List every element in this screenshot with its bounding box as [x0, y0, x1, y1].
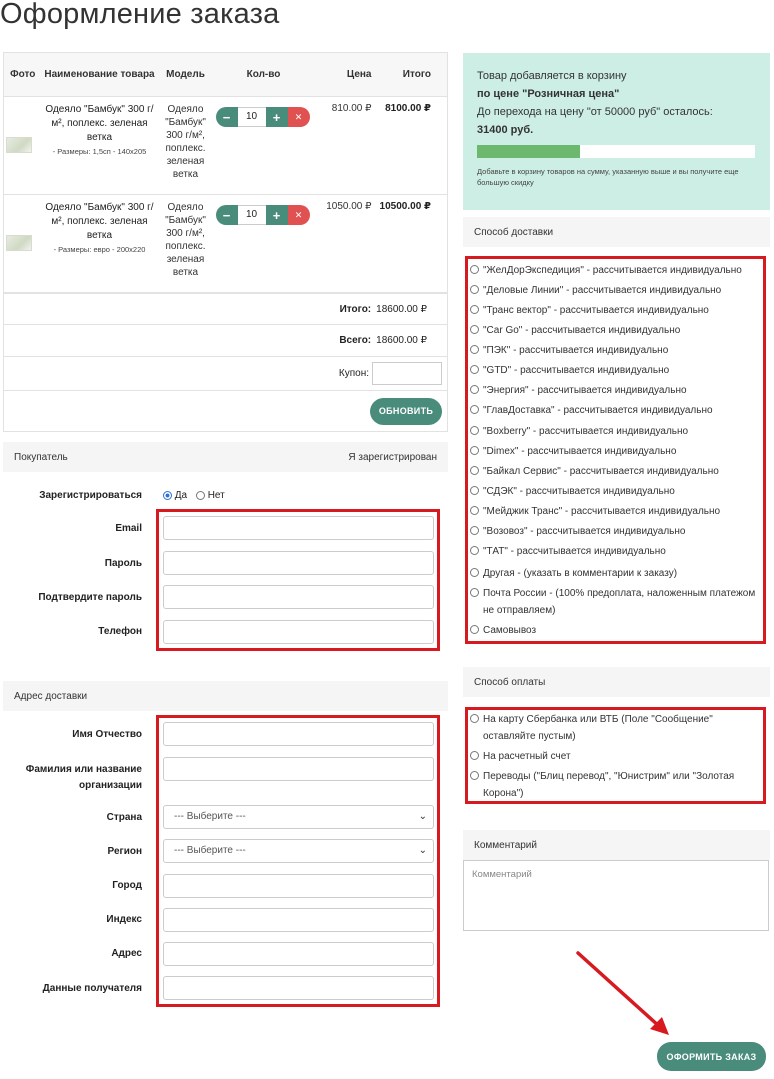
qty-plus-button[interactable]: +	[266, 107, 288, 127]
delivery-option-label: "Байкал Сервис" - рассчитывается индивидуально	[483, 466, 719, 477]
delivery-option-label: "ЖелДорЭкспедиция" - рассчитывается индивидуально	[483, 265, 742, 276]
delivery-title: Способ доставки	[474, 226, 554, 238]
promo-line-2: по цене "Розничная цена"	[477, 88, 620, 100]
delivery-option-label: "ПЭК" - рассчитывается индивидуально	[483, 345, 669, 356]
grand-total-label: Всего:	[339, 335, 372, 346]
page-title: Оформление заказа	[0, 0, 280, 30]
highlight-box	[465, 256, 766, 644]
price-tier-info	[463, 53, 770, 210]
red-arrow-annotation	[570, 945, 680, 1045]
product-model: Одеяло "Бамбук" 300 г/м², поплекс. зеленая ветка	[158, 97, 214, 195]
register-no-label: Нет	[207, 490, 225, 501]
grand-total-value: 18600.00 ₽	[376, 335, 427, 346]
delivery-option-label: Почта России - (100% предоплата, наложенным платежом не отправляем)	[483, 588, 756, 616]
register-radio-group	[163, 488, 225, 504]
highlight-box	[156, 509, 440, 651]
item-total: 8100.00 ₽	[378, 97, 448, 195]
buyer-title: Покупатель	[14, 451, 68, 463]
promo-line-1: Товар добавляется в корзину	[477, 70, 627, 82]
delivery-option-label: "СДЭК" - рассчитывается индивидуально	[483, 486, 675, 497]
confirm-password-label: Подтвердите пароль	[38, 592, 142, 603]
payment-option-label: На расчетный счет	[483, 751, 571, 762]
payment-option-label: Переводы ("Блиц перевод", "Юнистрим" или "Золотая Корона")	[483, 771, 735, 799]
password-label: Пароль	[104, 558, 142, 569]
product-image[interactable]	[6, 137, 32, 153]
city-label: Город	[112, 880, 142, 891]
delivery-option-label: "ТАТ" - рассчитывается индивидуально	[483, 546, 666, 557]
progress-bar	[477, 145, 755, 158]
chevron-down-icon: ⌄	[418, 845, 427, 856]
comment-placeholder: Комментарий	[472, 869, 532, 880]
remove-item-button[interactable]: ✕	[288, 107, 310, 127]
highlight-box	[156, 715, 440, 1007]
name-label: Имя Отчество	[72, 729, 142, 740]
delivery-section-header	[463, 217, 770, 247]
promo-amount: 31400 руб.	[477, 124, 534, 136]
register-yes-radio[interactable]	[163, 491, 172, 500]
product-name[interactable]: Одеяло "Бамбук" 300 г/м², поплекс. зеленая ветка	[45, 104, 154, 143]
comment-textarea[interactable]	[463, 860, 769, 931]
address-label: Адрес	[111, 948, 142, 959]
org-label: Фамилия или название организации	[25, 764, 142, 791]
delivery-option-label: "Boxberry" - рассчитывается индивидуально	[483, 426, 689, 437]
product-image[interactable]	[6, 235, 32, 251]
table-row	[4, 195, 448, 293]
progress-fill	[477, 145, 580, 158]
subtotal-value: 18600.00 ₽	[376, 303, 427, 315]
promo-line-3: До перехода на цену "от 50000 руб" осталось:	[477, 106, 713, 118]
product-option: - Размеры: евро - 200x220	[53, 245, 146, 254]
email-label: Email	[115, 523, 142, 534]
delivery-option-label: Другая - (указать в комментарии к заказу)	[483, 568, 678, 579]
col-price: Цена	[314, 53, 378, 97]
register-yes-label: Да	[174, 490, 188, 501]
delivery-option-label: Самовывоз	[483, 625, 537, 636]
qty-input[interactable]: 10	[238, 205, 266, 225]
subtotal-label: Итого:	[339, 303, 372, 315]
buyer-section-header	[3, 442, 448, 472]
address-section-header	[3, 681, 448, 711]
delivery-option-label: "GTD" - рассчитывается индивидуально	[483, 365, 670, 376]
index-label: Индекс	[106, 914, 142, 925]
delivery-option-label: "Энергия" - рассчитывается индивидуально	[483, 385, 687, 396]
register-no-radio[interactable]	[196, 491, 205, 500]
payment-option-label: На карту Сбербанка или ВТБ (Поле "Сообщение" оставляйте пустым)	[483, 714, 713, 742]
table-row	[4, 97, 448, 195]
payment-section-header	[463, 667, 770, 697]
coupon-label: Купон:	[338, 368, 369, 379]
item-price: 1050.00 ₽	[314, 195, 378, 293]
col-name: Наименование товара	[42, 53, 158, 97]
chevron-down-icon: ⌄	[418, 811, 427, 822]
delivery-option-label: "Транс вектор" - рассчитывается индивидуально	[483, 305, 709, 316]
delivery-option-label: "Dimex" - рассчитывается индивидуально	[483, 446, 677, 457]
region-select-value: --- Выберите ---	[174, 845, 246, 856]
remove-item-button[interactable]: ✕	[288, 205, 310, 225]
item-price: 810.00 ₽	[314, 97, 378, 195]
cart-summary	[3, 293, 448, 432]
col-model: Модель	[158, 53, 214, 97]
recipient-label: Данные получателя	[42, 983, 142, 994]
coupon-input[interactable]	[372, 362, 442, 385]
delivery-option-label: "Мейджик Транс" - рассчитывается индивидуально	[483, 506, 721, 517]
qty-input[interactable]: 10	[238, 107, 266, 127]
col-photo: Фото	[4, 53, 42, 97]
already-registered-link[interactable]: Я зарегистрирован	[348, 451, 437, 463]
cart-table	[3, 52, 448, 293]
payment-title: Способ оплаты	[474, 676, 546, 688]
region-label: Регион	[107, 846, 142, 857]
product-option: - Размеры: 1,5сп - 140x205	[52, 147, 147, 156]
update-cart-button[interactable]: ОБНОВИТЬ	[370, 398, 442, 425]
highlight-box	[465, 707, 766, 804]
checkout-button[interactable]: ОФОРМИТЬ ЗАКАЗ	[657, 1042, 766, 1071]
delivery-option-label: "Возовоз" - рассчитывается индивидуально	[483, 526, 686, 537]
comment-section-header	[463, 830, 770, 860]
register-label: Зарегистрироваться	[39, 490, 142, 501]
quantity-stepper	[216, 205, 312, 225]
delivery-option-label: "Деловые Линии" - рассчитывается индивидуально	[483, 285, 722, 296]
col-total: Итого	[378, 53, 448, 97]
qty-plus-button[interactable]: +	[266, 205, 288, 225]
qty-minus-button[interactable]: −	[216, 107, 238, 127]
phone-label: Телефон	[98, 626, 142, 637]
item-total: 10500.00 ₽	[378, 195, 448, 293]
country-select-value: --- Выберите ---	[174, 811, 246, 822]
country-label: Страна	[106, 812, 142, 823]
promo-note: Добавьте в корзину товаров на сумму, указанную выше и вы получите еще большую скидку	[477, 167, 739, 187]
col-qty: Кол-во	[214, 53, 314, 97]
delivery-option-label: "Car Go" - рассчитывается индивидуально	[483, 325, 681, 336]
qty-minus-button[interactable]: −	[216, 205, 238, 225]
quantity-stepper	[216, 107, 312, 127]
product-model: Одеяло "Бамбук" 300 г/м², поплекс. зеленая ветка	[158, 195, 214, 293]
comment-title: Комментарий	[474, 839, 537, 851]
product-name[interactable]: Одеяло "Бамбук" 300 г/м², поплекс. зеленая ветка	[45, 202, 154, 241]
delivery-option-label: "ГлавДоставка" - рассчитывается индивидуально	[483, 405, 713, 416]
address-title: Адрес доставки	[14, 690, 88, 702]
